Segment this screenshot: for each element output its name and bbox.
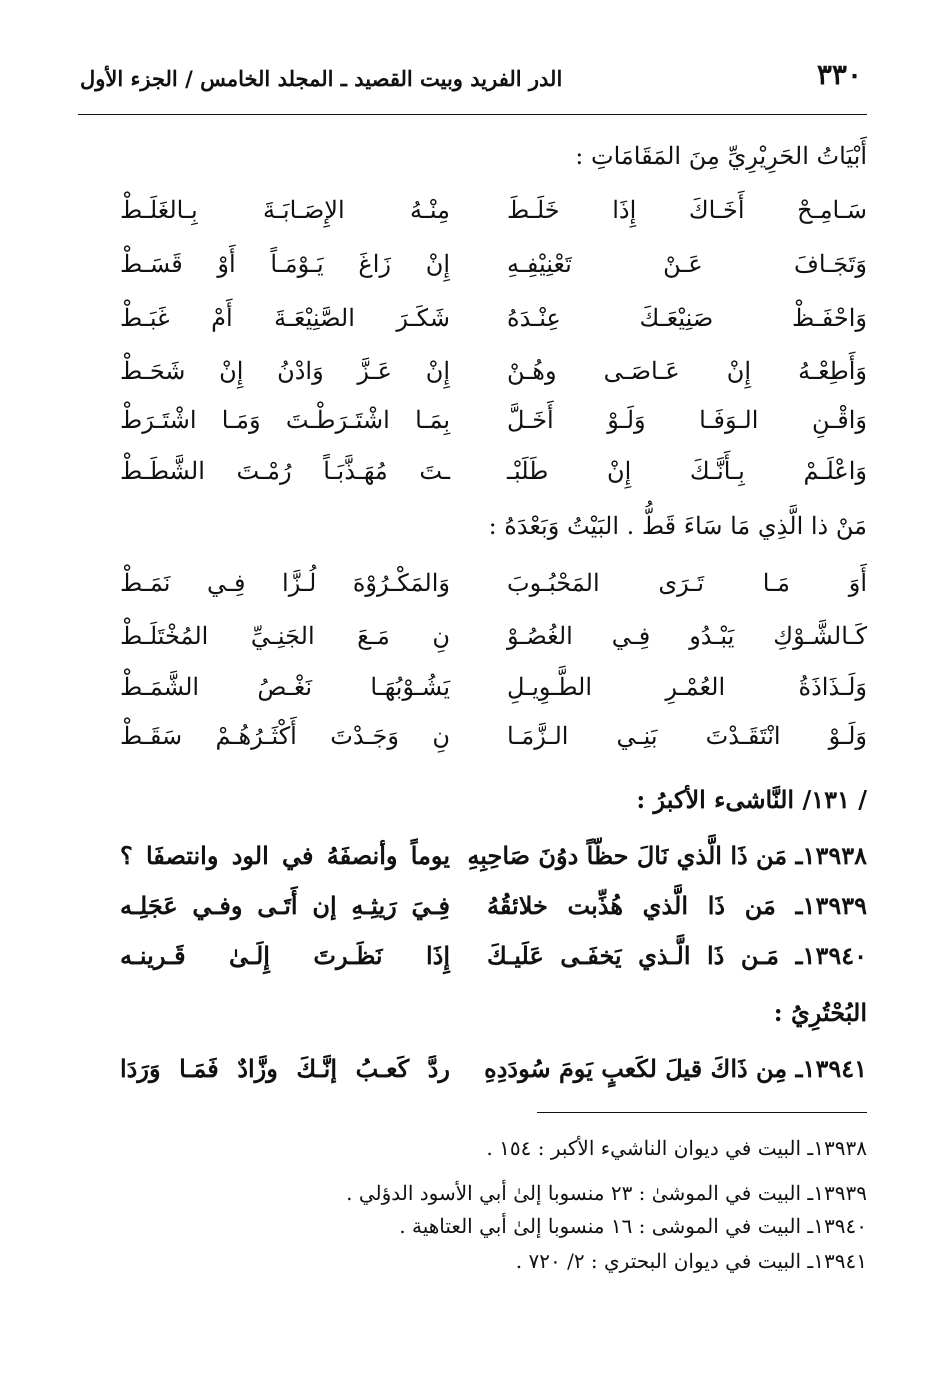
poem1-line4-left: إِنْ عَـزَّ وَادْنُ إِنْ شَحَـطْ <box>120 357 450 385</box>
poem1-line5-left: بِمَـا اشْتَـرَطْـتَ وَمَـا اشْتَـرَطْ <box>120 406 450 434</box>
header-rule <box>78 114 867 115</box>
footnote-13940: ١٣٩٤٠ـ البيت في الموشى : ١٦ منسوبا إلىٰ أبي العتاهية . <box>399 1214 867 1238</box>
poem2-line1-right: أَوَ مَـا تَـرَى المَحْبُـوبَ <box>507 569 867 597</box>
intro-continuation: مَنْ ذا الَّذِي مَا سَاءَ قَطُّ . البَيْتُ وَبَعْدَهُ : <box>488 512 867 540</box>
verse-13940-right: ١٣٩٤٠ـ مَـن ذَا الَّـذي يَخفَـى عَلَيـكَ <box>487 941 867 970</box>
poem1-line2-right: وَتَجَـافَ عَـنْ تَعْنِيْفِـهِ <box>507 250 867 278</box>
verse-13941-right: ١٣٩٤١ـ مِن ذَاكَ قيلَ لكَعبٍ يَومَ سُودَدِهِ <box>484 1054 867 1083</box>
intro-hariri: أَبْيَاتُ الحَرِيْرِيِّ مِنَ المَقَامَاتِ : <box>575 142 867 170</box>
footnote-rule <box>537 1112 867 1113</box>
poem1-line3-right: وَاحْفَـظْ صَنِيْعَـكَ عِنْـدَهُ <box>507 304 867 332</box>
poem1-line2-left: إِنْ زَاغَ يَـوْمَـاً أَوْ قَسَـطْ <box>120 250 450 278</box>
footnote-13939: ١٣٩٣٩ـ البيت في الموشىٰ : ٢٣ منسوبا إلىٰ أبي الأسود الدؤلي . <box>346 1181 867 1205</box>
poem1-line4-right: وَأَطِعْـهُ إِنْ عَـاصَـى وهُـنْ <box>507 357 867 385</box>
footnote-13938: ١٣٩٣٨ـ البيت في ديوان الناشيء الأكبر : ١٥٤ . <box>486 1136 867 1160</box>
poem1-line6-left: ـتَ مُهَـذَّبَـاً رُمْـتَ الشَّطَـطْ <box>120 457 450 485</box>
verse-13940-left: إِذَا نَظَـرتَ إِلَـىٰ قَـرينـه <box>120 941 450 970</box>
poem1-line1-left: مِنْـهُ الإِصَـابَـةَ بِـالغَلَـطْ <box>120 196 450 224</box>
poem1-line5-right: وَاقْـنِ الـوَفَـا وَلَـوْ أَخَـلَّ <box>507 406 867 434</box>
verse-13938-right: ١٣٩٣٨ـ مَن ذَا الَّذي نَالَ حظّاً دوُنَ صَاحِبِهِ <box>467 841 867 870</box>
running-header: الدر الفريد وبيت القصيد ـ المجلد الخامس / الجزء الأول <box>80 66 563 91</box>
poem1-line6-right: وَاعْلَـمْ بِـأَنَّـكَ إِنْ طَلَبْـ <box>507 457 867 485</box>
section-nashi: / ١٣١/ النَّاشىء الأكبرُ : <box>636 785 867 814</box>
verse-13939-right: ١٣٩٣٩ـ مَن ذَا الَّذي هُذِّبت خلائقُهُ <box>487 891 867 920</box>
footnote-13941: ١٣٩٤١ـ البيت في ديوان البحتري : ٢/ ٧٢٠ . <box>515 1249 867 1273</box>
poem2-line1-left: وَالمَكْـرُوْهَ لُـزَّا فِـي نَمَـطْ <box>120 569 450 597</box>
verse-13941-left: ردَّ كَعـبُ إنَّـكَ وزَّادٌ فَمَـا وَرَدَا <box>120 1054 450 1083</box>
poem2-line4-left: نِ وَجَـدْتَ أَكْثَـرُهُـمْ سَقَـطْ <box>120 722 450 750</box>
poem2-line3-left: يَشُـوْبُهَـا نَغْـصُ الشَّمَـطْ <box>120 673 450 701</box>
poem1-line3-left: شَكَـرَ الصَّنِيْعَـةَ أَمْ غَبَـطْ <box>120 304 450 332</box>
verse-13939-left: فِـيَ رَيثِـهِ إن أَتَـى وفـي عَجَلِـه <box>120 891 450 920</box>
poem2-line3-right: وَلَـذَاذَةُ العُمْـرِ الطَّـوِيـلِ <box>507 673 867 701</box>
poem2-line4-right: وَلَـوْ انْتَقَـدْتَ بَنِـي الـزَّمَـا <box>507 722 867 750</box>
verse-13938-left: يوماً وأنصفَهُ في الود وانتصفَا ؟ <box>120 841 450 870</box>
page-number: ٣٣٠ <box>816 58 862 91</box>
poem1-line1-right: سَـامِـحْ أَخَـاكَ إِذَا خَلَـطَ <box>507 196 867 224</box>
poem2-line2-right: كَـالشَّـوْكِ يَبْـدُو فِـي الغُصُـوْ <box>507 622 867 650</box>
poem2-line2-left: نِ مَـعَ الجَنِـيِّ المُخْتَلَـطْ <box>120 622 450 650</box>
section-buhturi: البُحْتُرِيُ : <box>773 998 867 1027</box>
